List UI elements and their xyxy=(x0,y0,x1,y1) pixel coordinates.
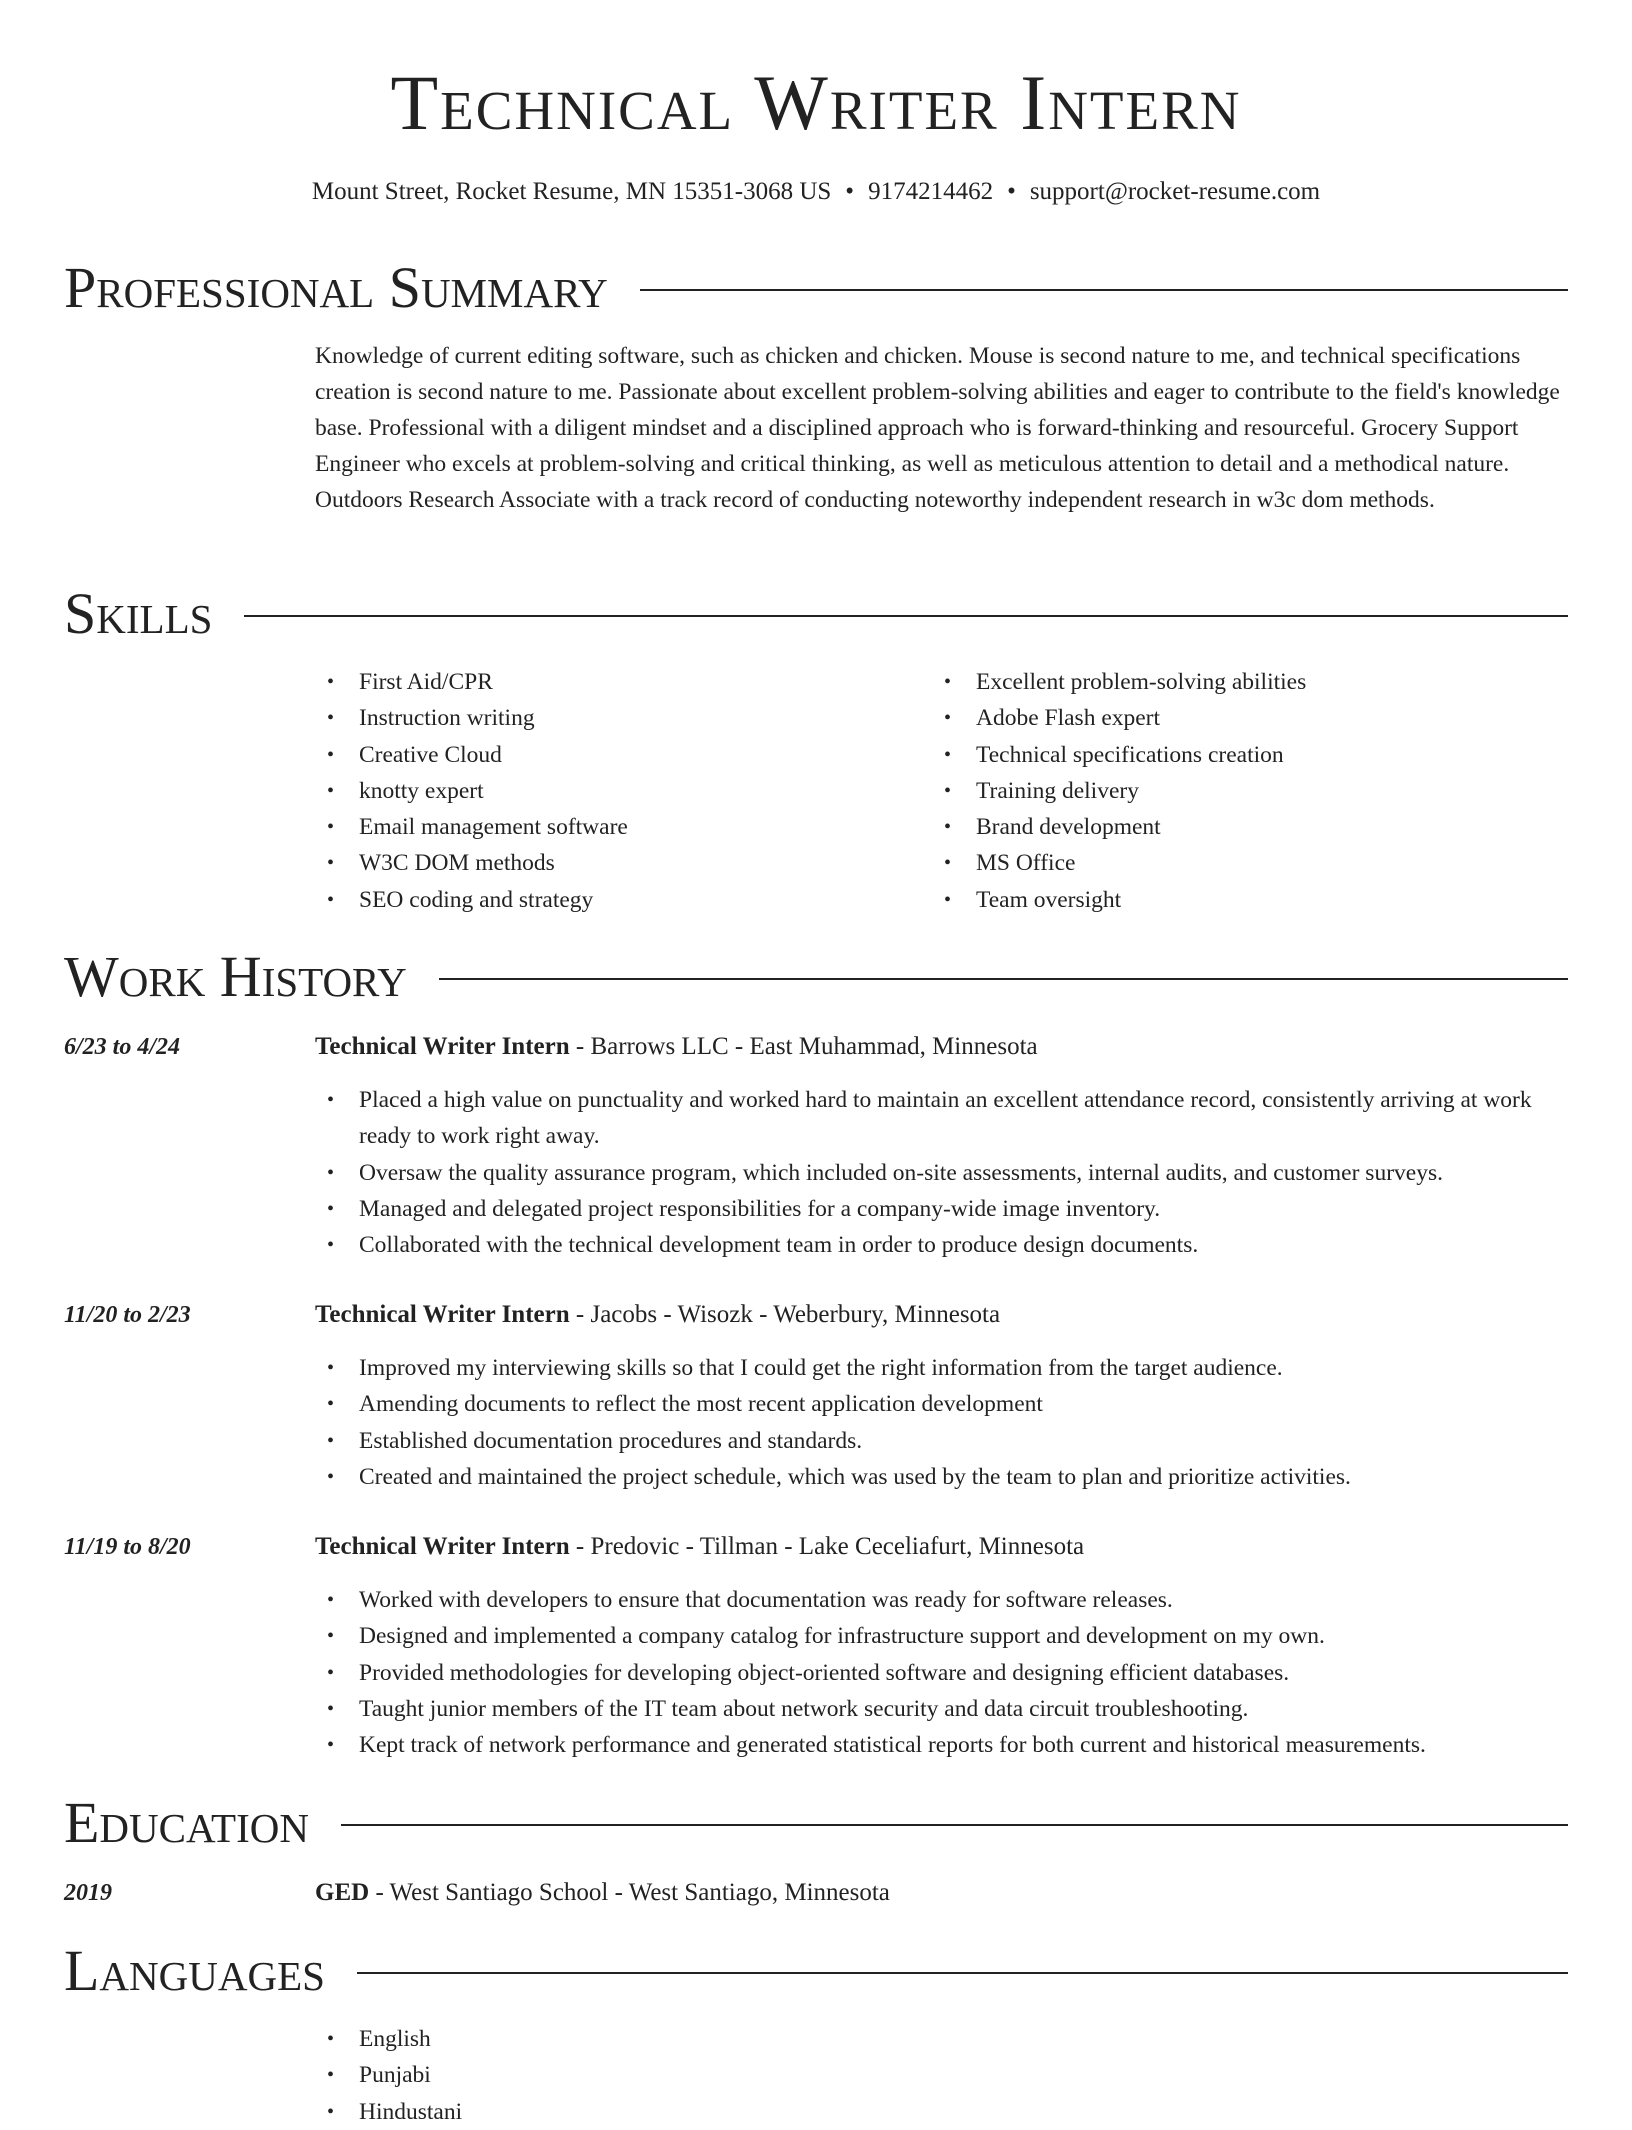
skill-item: • Training delivery xyxy=(932,773,1572,809)
section-divider xyxy=(244,615,1568,617)
skill-item: • Creative Cloud xyxy=(315,737,915,773)
job-dates: 6/23 to 4/24 xyxy=(64,1034,181,1060)
skill-item: • Excellent problem-solving abilities xyxy=(932,664,1572,700)
job-heading xyxy=(315,1030,1570,1064)
contact-address: Mount Street, Rocket Resume, MN 15351-3068 US xyxy=(311,178,832,205)
languages-section-heading xyxy=(64,1936,1568,2006)
education-year: 2019 xyxy=(64,1880,112,1906)
job-employer: - Predovic - Tillman - Lake Ceceliafurt, Minnesota xyxy=(569,1533,1085,1560)
education-section-heading xyxy=(64,1788,1568,1858)
job-bullet: • Kept track of network performance and generated statistical reports for both current and historical measurements. xyxy=(315,1727,1570,1763)
languages-list xyxy=(315,2021,915,2130)
job-bullet: • Created and maintained the project schedule, which was used by the team to plan and prioritize activities. xyxy=(315,1459,1570,1495)
job-bullet: • Worked with developers to ensure that documentation was ready for software releases. xyxy=(315,1582,1570,1618)
job-title: Technical Writer Intern xyxy=(315,1533,570,1560)
work-section-heading xyxy=(64,942,1568,1012)
job-bullet: • Managed and delegated project responsibilities for a company-wide image inventory. xyxy=(315,1191,1570,1227)
skills-section-heading xyxy=(64,579,1568,649)
job-employer: - Jacobs - Wisozk - Weberbury, Minnesota xyxy=(569,1301,1001,1328)
job-bullet: • Provided methodologies for developing object-oriented software and designing efficient databases. xyxy=(315,1655,1570,1691)
skill-item: • Brand development xyxy=(932,809,1572,845)
contact-phone: 9174214462 xyxy=(868,178,994,205)
job-bullets xyxy=(315,1082,1570,1263)
resume-name: Technical Writer Intern xyxy=(390,59,1242,146)
language-item: • Punjabi xyxy=(315,2057,915,2093)
job-bullet: • Collaborated with the technical development team in order to produce design documents. xyxy=(315,1227,1570,1263)
skill-item: • MS Office xyxy=(932,845,1572,881)
job-bullets xyxy=(315,1582,1570,1763)
job-bullet: • Amending documents to reflect the most recent application development xyxy=(315,1386,1570,1422)
language-item: • English xyxy=(315,2021,915,2057)
education-heading: Education xyxy=(64,1790,309,1855)
language-item: • Hindustani xyxy=(315,2094,915,2130)
skill-item: • Technical specifications creation xyxy=(932,737,1572,773)
skill-item: • Team oversight xyxy=(932,882,1572,918)
skills-right-column xyxy=(932,664,1572,918)
summary-heading: Professional Summary xyxy=(64,255,608,320)
job-bullet: • Improved my interviewing skills so that I could get the right information from the target audience. xyxy=(315,1350,1570,1386)
skill-item: • First Aid/CPR xyxy=(315,664,915,700)
section-divider xyxy=(341,1824,1568,1826)
job-title: Technical Writer Intern xyxy=(315,1033,570,1060)
skills-heading: Skills xyxy=(64,581,213,646)
education-school: - West Santiago School - West Santiago, Minnesota xyxy=(369,1879,890,1906)
skill-item: • W3C DOM methods xyxy=(315,845,915,881)
education-entry xyxy=(315,1876,1570,1910)
contact-line xyxy=(0,175,1632,209)
skill-item: • SEO coding and strategy xyxy=(315,882,915,918)
summary-section-heading xyxy=(64,253,1568,323)
skills-left-column xyxy=(315,664,915,918)
job-employer: - Barrows LLC - East Muhammad, Minnesota xyxy=(569,1033,1038,1060)
skill-item: • Adobe Flash expert xyxy=(932,700,1572,736)
contact-separator: • xyxy=(1007,178,1016,205)
job-bullet: • Established documentation procedures and standards. xyxy=(315,1423,1570,1459)
contact-email: support@rocket-resume.com xyxy=(1029,178,1321,205)
education-degree: GED xyxy=(315,1879,370,1906)
job-bullet: • Oversaw the quality assurance program, which included on-site assessments, internal audits, and customer surveys. xyxy=(315,1155,1570,1191)
job-bullets xyxy=(315,1350,1570,1495)
job-bullet: • Designed and implemented a company catalog for infrastructure support and development on my own. xyxy=(315,1618,1570,1654)
job-title: Technical Writer Intern xyxy=(315,1301,570,1328)
job-heading xyxy=(315,1530,1570,1564)
skill-item: • Instruction writing xyxy=(315,700,915,736)
job-bullet: • Taught junior members of the IT team about network security and data circuit troubleshooting. xyxy=(315,1691,1570,1727)
work-heading: Work History xyxy=(64,944,407,1009)
languages-heading: Languages xyxy=(64,1938,325,2003)
section-divider xyxy=(640,289,1568,291)
job-dates: 11/19 to 8/20 xyxy=(64,1534,191,1560)
job-dates: 11/20 to 2/23 xyxy=(64,1302,191,1328)
job-bullet: • Placed a high value on punctuality and worked hard to maintain an excellent attendance record, consistently arriving at work ready to work right away. xyxy=(315,1082,1570,1155)
section-divider xyxy=(439,978,1568,980)
summary-text: Knowledge of current editing software, such as chicken and chicken. Mouse is second nature to me, and technical specifications creation is second nature to me. Passionate about excellent problem-solving abilities and eager to contribute to the field's knowledge base. Professional with a diligent mindset and a disciplined approach who is forward-thinking and resourceful. Grocery Support Engineer who excels at problem-solving and critical thinking, as well as meticulous attention to detail and a methodical nature. Outdoors Research Associate with a track record of conducting noteworthy independent research in w3c dom methods. xyxy=(315,343,1560,513)
skill-item: • knotty expert xyxy=(315,773,915,809)
job-heading xyxy=(315,1298,1570,1332)
skill-item: • Email management software xyxy=(315,809,915,845)
section-divider xyxy=(357,1972,1568,1974)
contact-separator: • xyxy=(845,178,855,205)
